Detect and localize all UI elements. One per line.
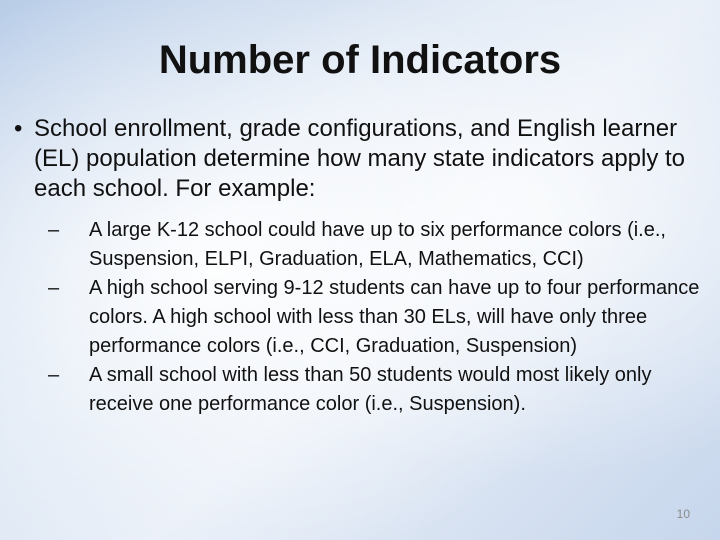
page-number: 10 [676, 507, 690, 521]
sub-bullet-item [34, 274, 704, 361]
sub-bullet-item [34, 361, 704, 419]
sub-bullet-text: A small school with less than 50 students would most likely only receive one performance color (i.e., Suspension). [89, 364, 652, 415]
sub-bullet-marker: – [48, 219, 60, 241]
bullet-text: School enrollment, grade configurations, and English learner (EL) population determine how many state indicators apply to each school. For example: [34, 115, 686, 202]
bullet-item [14, 114, 704, 419]
sub-bullet-text: A large K-12 school could have up to six performance colors (i.e., Suspension, ELPI, Graduation, ELA, Mathematics, CCI) [89, 219, 666, 270]
sub-bullet-list [34, 216, 704, 419]
slide-title: Number of Indicators [158, 38, 562, 82]
sub-bullet-item [34, 216, 704, 274]
bullet-list [14, 114, 704, 419]
sub-bullet-marker: – [48, 364, 60, 386]
sub-bullet-text: A high school serving 9-12 students can have up to four performance colors. A high school with less than 30 ELs, will have only three performance colors (i.e., CCI, Graduation, Suspension) [89, 277, 700, 357]
sub-bullet-marker: – [48, 277, 60, 299]
bullet-marker: • [14, 115, 23, 142]
